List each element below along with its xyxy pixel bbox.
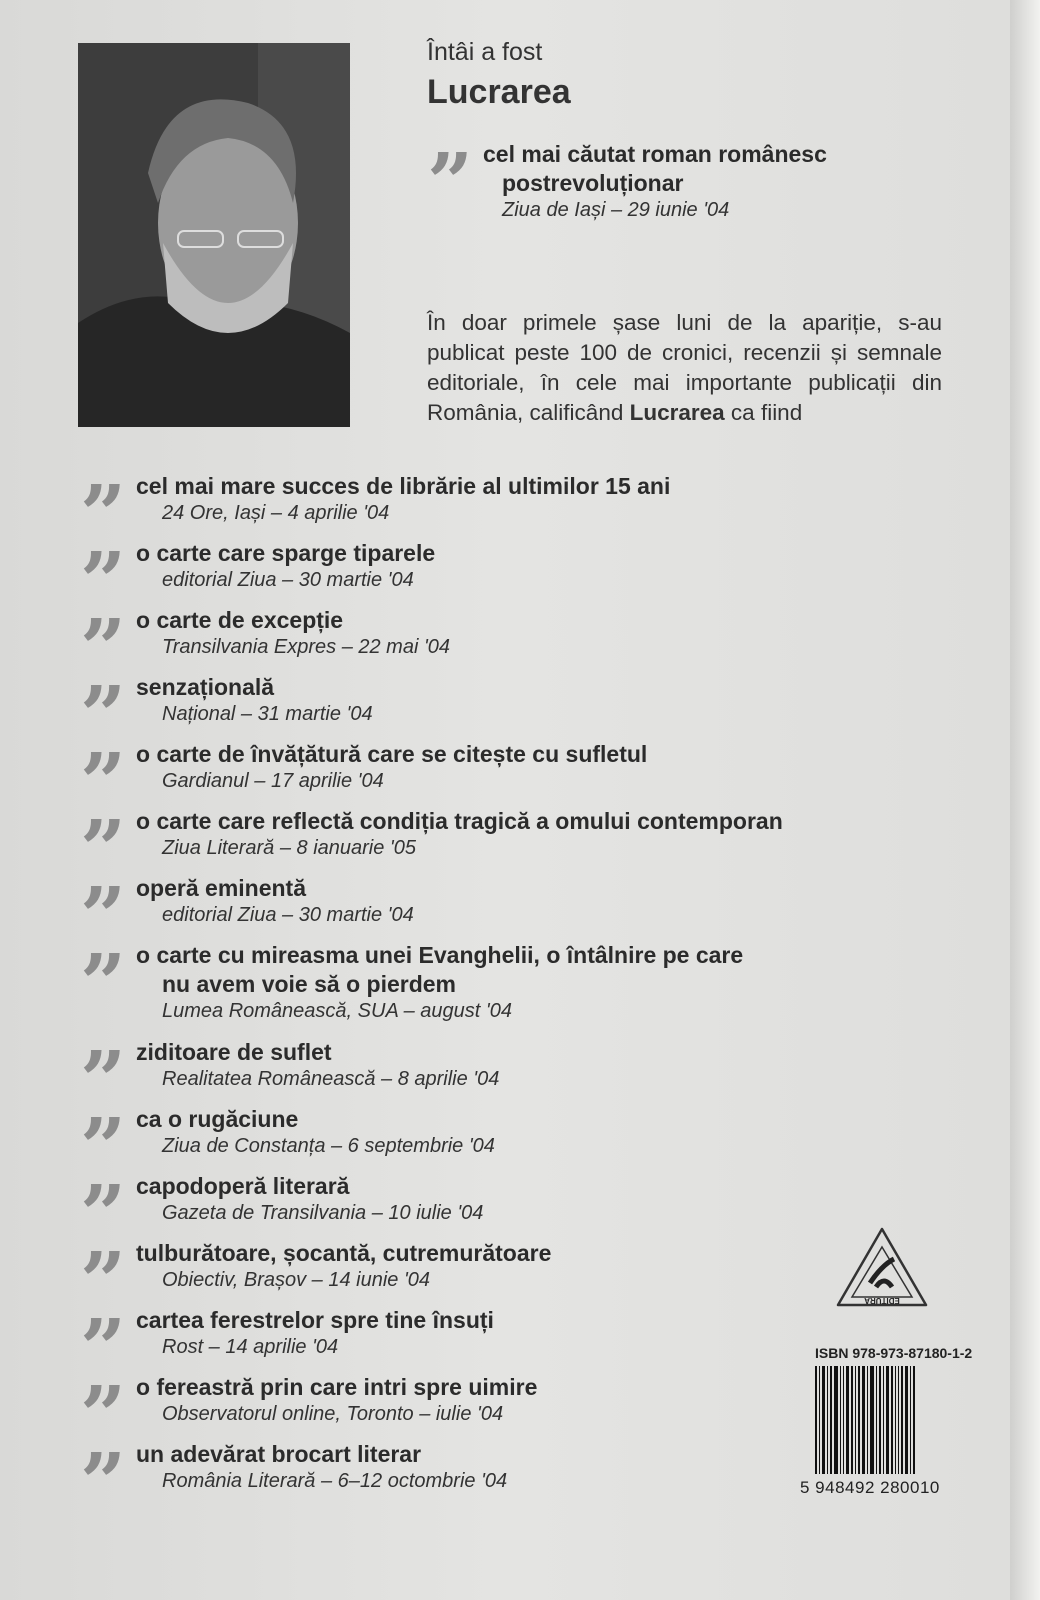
barcode-bar	[815, 1366, 817, 1474]
barcode-number: 5 948492 280010	[800, 1478, 940, 1497]
quote-text: ca o rugăciune	[136, 1106, 299, 1132]
quote-item	[80, 1306, 980, 1373]
quote-text: tulburătoare, șocantă, cutremurătoare	[136, 1240, 552, 1266]
quote-item	[80, 472, 980, 539]
quote-item	[80, 606, 980, 673]
quote-item	[80, 941, 980, 1038]
barcode-bar	[834, 1366, 838, 1474]
barcode-bar	[855, 1366, 856, 1474]
barcode-bar	[870, 1366, 874, 1474]
barcode-bar	[886, 1366, 889, 1474]
book-title: Lucrarea	[427, 73, 571, 111]
intro-paragraph	[427, 308, 942, 428]
quote-source: Observatorul online, Toronto – iulie '04	[162, 1403, 504, 1425]
quote-source: Realitatea Românească – 8 aprilie '04	[162, 1068, 500, 1090]
quote-source: Rost – 14 aprilie '04	[162, 1336, 339, 1358]
author-photo	[78, 43, 350, 427]
quote-source: Național – 31 martie '04	[162, 703, 373, 725]
quote-text: ziditoare de suflet	[136, 1039, 332, 1065]
pre-title: Întâi a fost	[427, 38, 543, 66]
quote-text: o carte care sparge tiparele	[136, 540, 436, 566]
quote-source: Gardianul – 17 aprilie '04	[162, 770, 384, 792]
barcode	[815, 1366, 963, 1474]
quote-mark-icon: ”	[80, 1306, 127, 1360]
quote-source: România Literară – 6–12 octombrie '04	[162, 1470, 508, 1492]
quote-text: o fereastră prin care intri spre uimire	[136, 1374, 538, 1400]
paragraph-tail: ca fiind	[724, 400, 803, 425]
barcode-bar	[891, 1366, 893, 1474]
publisher-logo-text: EDITURA	[864, 1296, 900, 1305]
quote-text: o carte de învățătură care se citește cu sufletul	[136, 741, 648, 767]
isbn-label: ISBN 978-973-87180-1-2	[815, 1345, 973, 1361]
quote-mark-icon: ”	[80, 1172, 127, 1226]
barcode-bar	[883, 1366, 884, 1474]
quote-source: Lumea Românească, SUA – august '04	[162, 1000, 512, 1022]
quote-text: operă eminentă	[136, 875, 306, 901]
quote-text: senzațională	[136, 674, 275, 700]
barcode-bar	[898, 1366, 899, 1474]
publisher-logo	[834, 1225, 930, 1313]
quote-mark-icon: ”	[80, 807, 127, 861]
quote-source: editorial Ziua – 30 martie '04	[162, 904, 414, 926]
barcode-bar	[840, 1366, 841, 1474]
paragraph-text: În doar primele șase luni de la apariție, s-au publicat peste 100 de cronici, recenzii și semnale editoriale, în cele mai importante publicații din România, calificând	[427, 310, 942, 425]
quote-mark-icon: ”	[80, 539, 127, 593]
quote-item	[80, 1038, 980, 1105]
barcode-bar	[827, 1366, 828, 1474]
quote-mark-icon: ”	[80, 1239, 127, 1293]
quote-source: editorial Ziua – 30 martie '04	[162, 569, 414, 591]
quote-source: Ziua de Constanța – 6 septembrie '04	[162, 1135, 495, 1157]
quote-source: Gazeta de Transilvania – 10 iulie '04	[162, 1202, 484, 1224]
quote-text: o carte care reflectă condiția tragică a omului contemporan	[136, 808, 783, 834]
quote-mark-icon: ”	[80, 1440, 127, 1494]
quote-source: Ziua de Iași – 29 iunie '04	[502, 199, 730, 221]
barcode-bar	[858, 1366, 860, 1474]
barcode-bar	[895, 1366, 896, 1474]
quote-mark-icon: ”	[80, 740, 127, 794]
quote-item	[80, 673, 980, 740]
paragraph-bold: Lucrarea	[629, 400, 725, 425]
barcode-bar	[819, 1366, 820, 1474]
barcode-bar	[910, 1366, 911, 1474]
barcode-bar	[843, 1366, 844, 1474]
quote-text: cartea ferestrelor spre tine însuți	[136, 1307, 494, 1333]
quote-source: Obiectiv, Brașov – 14 iunie '04	[162, 1269, 431, 1291]
quote-text: o carte cu mireasma unei Evanghelii, o întâlnire pe care	[136, 942, 744, 968]
quote-item	[80, 807, 980, 874]
quote-text: o carte de excepție	[136, 607, 344, 633]
quote-text: cel mai mare succes de librărie al ultimilor 15 ani	[136, 473, 671, 499]
barcode-bar	[905, 1366, 908, 1474]
barcode-bar	[867, 1366, 868, 1474]
quote-item	[80, 539, 980, 606]
barcode-bar	[879, 1366, 881, 1474]
quote-mark-icon: ”	[80, 673, 127, 727]
quote-text-cont: nu avem voie să o pierdem	[162, 971, 457, 997]
barcode-bar	[822, 1366, 825, 1474]
quote-mark-icon: ”	[80, 606, 127, 660]
barcode-bar	[901, 1366, 903, 1474]
barcode-bar	[851, 1366, 853, 1474]
quote-mark-icon: ”	[80, 1038, 127, 1092]
quote-item	[80, 1105, 980, 1172]
barcode-bar	[862, 1366, 865, 1474]
quote-mark-icon: ”	[80, 472, 127, 526]
quote-text: capodoperă literară	[136, 1173, 350, 1199]
quote-mark-icon: ”	[80, 941, 127, 995]
quote-item	[80, 740, 980, 807]
quote-source: 24 Ore, Iași – 4 aprilie '04	[162, 502, 390, 524]
barcode-bar	[876, 1366, 877, 1474]
quote-mark-icon: ”	[80, 1373, 127, 1427]
quote-mark-icon: ”	[80, 874, 127, 928]
quote-text: un adevărat brocart literar	[136, 1441, 422, 1467]
intro-block	[427, 38, 987, 223]
quote-source: Ziua Literară – 8 ianuarie '05	[162, 837, 416, 859]
quote-item	[80, 874, 980, 941]
barcode-bar	[830, 1366, 832, 1474]
page-edge	[1010, 0, 1040, 1600]
quote-mark-icon: ”	[427, 140, 474, 194]
barcode-bar	[913, 1366, 915, 1474]
quote-text: cel mai căutat roman românesc	[483, 141, 827, 167]
quote-text-cont: postrevoluționar	[502, 170, 684, 196]
quote-mark-icon: ”	[80, 1105, 127, 1159]
top-quote	[427, 140, 987, 223]
barcode-bar	[846, 1366, 849, 1474]
quote-source: Transilvania Expres – 22 mai '04	[162, 636, 451, 658]
